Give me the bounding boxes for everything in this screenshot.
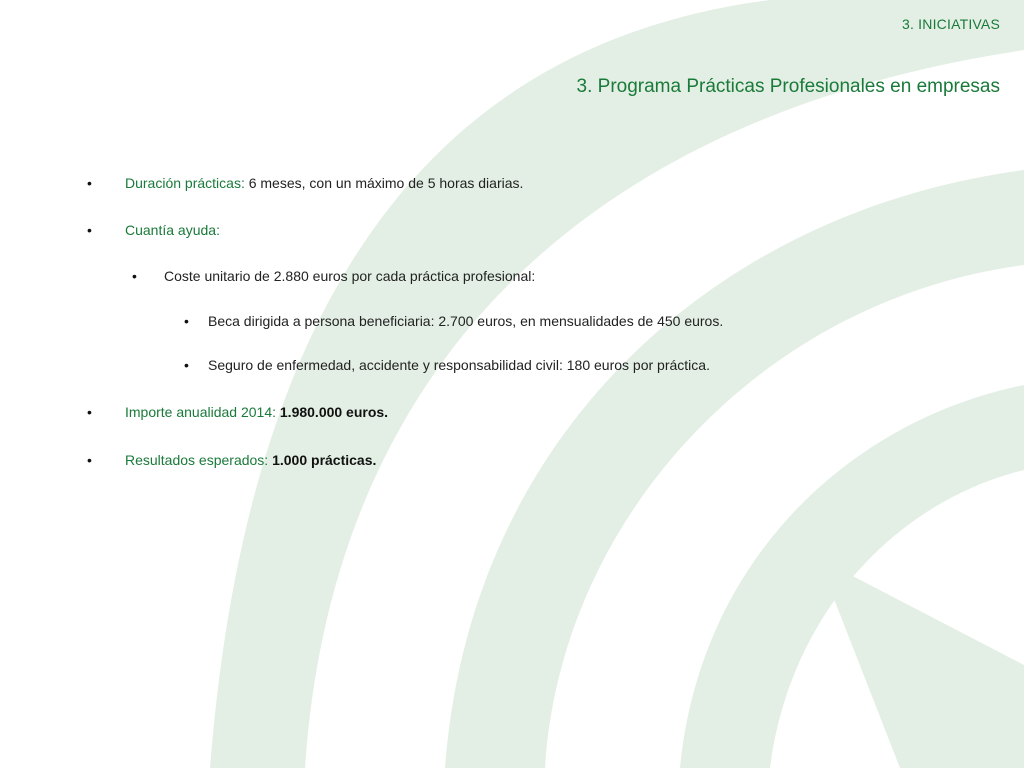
beca-text: Beca dirigida a persona beneficiaria: 2.700 euros, en mensualidades de 450 euros. xyxy=(208,313,724,329)
seguro-text: Seguro de enfermedad, accidente y responsabilidad civil: 180 euros por práctica. xyxy=(208,357,710,373)
bullet-icon: • xyxy=(184,313,189,329)
bullet-icon: • xyxy=(87,452,92,468)
resultados-value: 1.000 prácticas. xyxy=(268,452,377,468)
coste-text: Coste unitario de 2.880 euros por cada práctica profesional: xyxy=(164,268,536,284)
cuantia-label: Cuantía ayuda: xyxy=(125,222,220,238)
bullet-icon: • xyxy=(87,404,92,420)
bullet-seguro xyxy=(184,357,710,373)
bullet-coste xyxy=(132,268,536,284)
bullet-duracion xyxy=(87,175,524,191)
bullet-beca xyxy=(184,313,724,329)
resultados-label: Resultados esperados: xyxy=(125,452,269,468)
importe-value: 1.980.000 euros. xyxy=(276,404,389,420)
duracion-text: 6 meses, con un máximo de 5 horas diarias. xyxy=(244,175,524,191)
bullet-resultados xyxy=(87,452,377,468)
bullet-icon: • xyxy=(87,175,92,191)
duracion-label: Duración prácticas: xyxy=(125,175,245,191)
bullet-cuantia xyxy=(87,222,220,238)
importe-label: Importe anualidad 2014: xyxy=(125,404,276,420)
bullet-icon: • xyxy=(184,357,189,373)
bullet-importe xyxy=(87,404,389,420)
watermark-arrow xyxy=(818,558,1024,768)
slide-title: 3. Programa Prácticas Profesionales en empresas xyxy=(576,76,1000,97)
bullet-icon: • xyxy=(132,268,137,284)
section-label: 3. INICIATIVAS xyxy=(902,16,1000,32)
bullet-icon: • xyxy=(87,222,92,238)
